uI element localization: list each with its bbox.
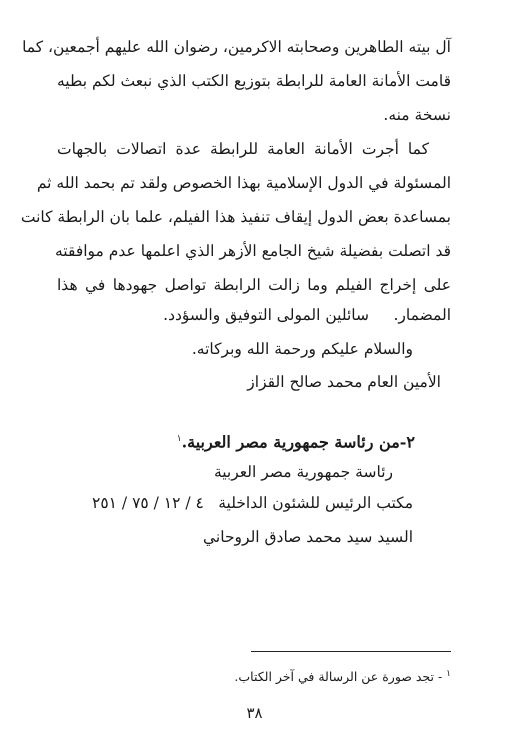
footnote-ref: ١ xyxy=(176,434,182,444)
body-line: بمساعدة بعض الدول إيقاف تنفيذ هذا الفيلم، علما بان الرابطة كانت xyxy=(20,208,451,226)
office-line: مكتب الرئيس للشئون الداخلية xyxy=(218,494,413,512)
footnote-divider xyxy=(251,651,451,652)
body-line: آل بيته الطاهرين وصحابته الاكرمين، رضوان الله عليهم أجمعين، كما xyxy=(22,38,451,56)
footnote: $^١$ - تجد صورة عن الرسالة في آخر الكتاب. xyxy=(234,669,451,685)
body-line: كما أجرت الأمانة العامة للرابطة عدة اتصالات بالجهات xyxy=(57,140,429,158)
reference-number: ٤ / ١٢ / ٧٥ / ٢٥١ xyxy=(92,494,204,512)
signature: الأمين العام محمد صالح القزاز xyxy=(247,373,441,391)
page-number: ٣٨ xyxy=(246,704,263,722)
section-heading: ٢-من رئاسة جمهورية مصر العربية.$^١$ xyxy=(176,432,415,452)
body-line: على إخراج الفيلم وما زالت الرابطة تواصل جهودها في هذا xyxy=(57,276,451,294)
closing-line: سائلين المولى التوفيق والسؤدد. xyxy=(163,306,369,324)
body-line: المضمار. xyxy=(393,306,451,324)
body-line: قد اتصلت بفضيلة شيخ الجامع الأزهر الذي اعلمها عدم موافقته xyxy=(55,242,451,260)
body-line: قامت الأمانة العامة للرابطة بتوزيع الكتب الذي نبعث لكم بطيه xyxy=(57,72,451,90)
body-line: نسخة منه. xyxy=(383,106,451,124)
salutation: والسلام عليكم ورحمة الله وبركاته. xyxy=(191,340,413,358)
addressee-line: السيد سيد محمد صادق الروحاني xyxy=(203,528,413,546)
body-line: المسئولة في الدول الإسلامية بهذا الخصوص ولقد تم بحمد الله ثم xyxy=(36,174,451,192)
sender-line: رئاسة جمهورية مصر العربية xyxy=(213,463,393,481)
